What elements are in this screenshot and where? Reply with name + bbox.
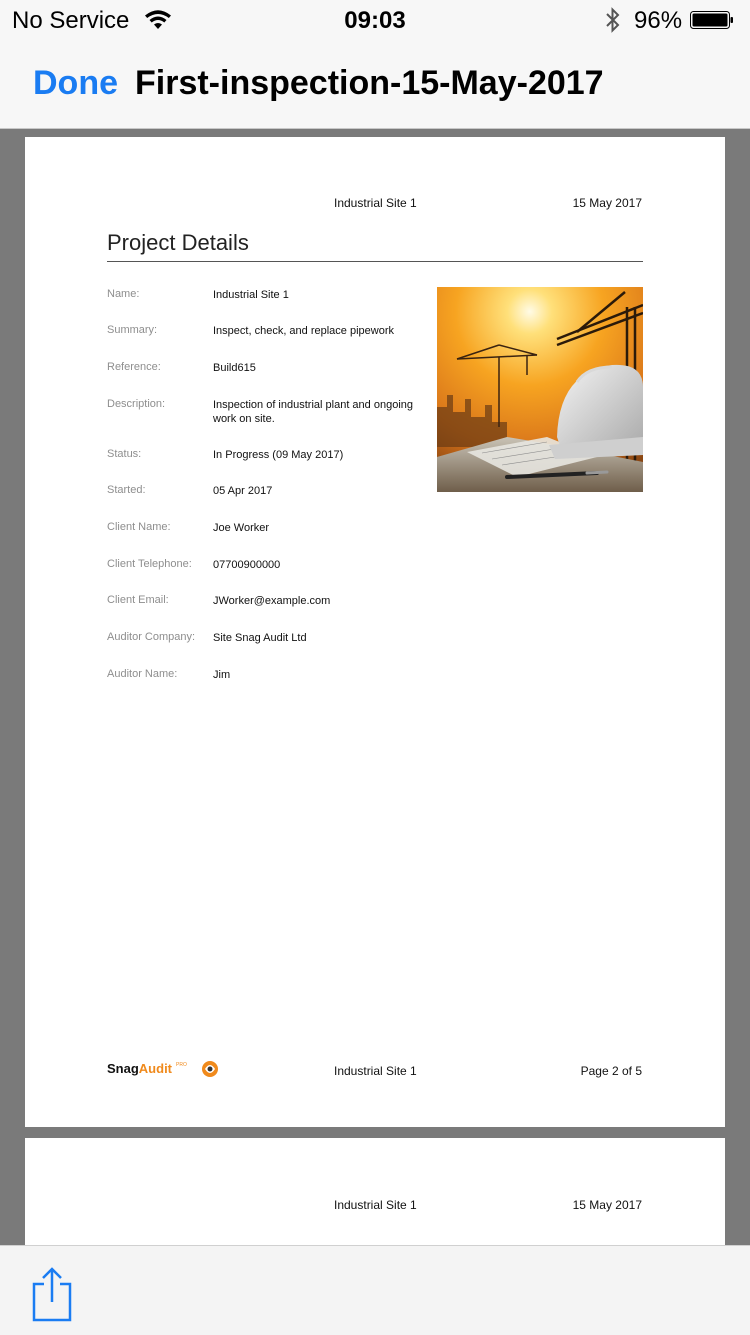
navigation-bar <box>0 40 750 128</box>
field-label: Auditor Company: <box>107 631 196 643</box>
snagaudit-logo <box>107 1058 222 1080</box>
logo-text: SnagAudit <box>107 1061 173 1076</box>
field-value: Jim <box>213 669 231 681</box>
field-label: Description: <box>107 398 166 410</box>
page-header-date: 15 May 2017 <box>572 1198 642 1212</box>
page-footer-site: Industrial Site 1 <box>334 1064 417 1078</box>
field-label: Status: <box>107 448 142 460</box>
logo-pro: PRO <box>176 1062 187 1068</box>
share-icon[interactable] <box>30 1266 74 1322</box>
field-label: Client Email: <box>107 594 169 606</box>
field-value: JWorker@example.com <box>213 595 331 607</box>
done-button[interactable]: Done <box>33 64 118 102</box>
battery-percent: 96% <box>634 7 683 34</box>
field-value: Inspection of industrial plant and ongoing work on site. <box>213 399 413 425</box>
field-label: Name: <box>107 288 140 300</box>
bluetooth-icon <box>603 6 623 34</box>
clock: 09:03 <box>344 7 406 34</box>
field-value: In Progress (09 May 2017) <box>213 449 344 461</box>
pdf-page <box>25 1138 725 1258</box>
field-label: Client Telephone: <box>107 558 192 570</box>
document-title: First-inspection-15-May-2017 <box>135 64 604 102</box>
field-label: Started: <box>107 484 146 496</box>
status-bar <box>0 0 750 40</box>
field-value: Industrial Site 1 <box>213 289 289 301</box>
battery-icon <box>690 11 734 29</box>
field-value: 07700900000 <box>213 559 281 571</box>
carrier-label: No Service <box>12 7 130 34</box>
section-divider <box>107 261 643 262</box>
field-label: Reference: <box>107 361 161 373</box>
field-value: Joe Worker <box>213 522 270 534</box>
top-bar <box>0 0 750 129</box>
project-photo <box>437 287 643 492</box>
page-header-date: 15 May 2017 <box>572 196 642 210</box>
field-label: Auditor Name: <box>107 668 178 680</box>
field-label: Client Name: <box>107 521 171 533</box>
page-header-site: Industrial Site 1 <box>334 1198 417 1212</box>
pdf-page <box>25 137 725 1127</box>
field-value: Build615 <box>213 362 256 374</box>
field-value: 05 Apr 2017 <box>213 485 273 497</box>
page-header-site: Industrial Site 1 <box>334 196 417 210</box>
bottom-toolbar <box>0 1245 750 1335</box>
page-number: Page 2 of 5 <box>580 1064 642 1078</box>
field-label: Summary: <box>107 324 158 336</box>
field-value: Inspect, check, and replace pipework <box>213 325 394 337</box>
section-title: Project Details <box>107 230 249 255</box>
field-value: Site Snag Audit Ltd <box>213 632 307 644</box>
